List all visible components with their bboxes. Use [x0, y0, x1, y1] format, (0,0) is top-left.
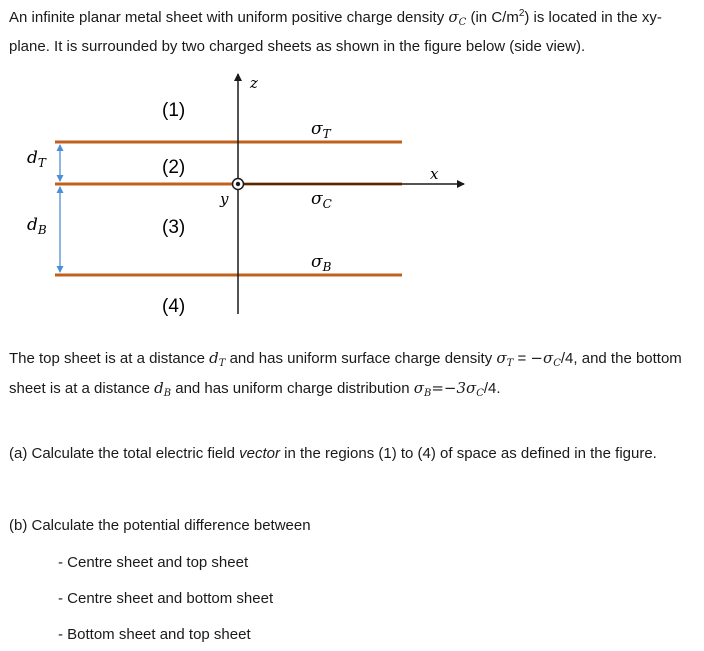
sigma-center-label: $\sigma_C$: [311, 189, 332, 211]
d-t-symbol: $d_T$: [209, 349, 226, 369]
intro-paragraph: [9, 2, 699, 59]
y-axis-dot-icon: [236, 182, 240, 186]
intro-text-3: ) is located in the xy-plane. It is surrounded by two charged sheets as shown in the figure below (side view).: [9, 9, 662, 55]
part-b-item-2: - Centre sheet and bottom sheet: [58, 590, 274, 607]
sigma-b-symbol: $\sigma_B$: [413, 379, 432, 399]
region-3-label: (3): [162, 217, 186, 238]
part-a-question: (a) Calculate the total electric field vector in the regions (1) to (4) of space as defined in the figure.: [9, 445, 657, 462]
d-b-symbol: $d_B$: [154, 379, 172, 399]
y-axis-label: y: [220, 190, 229, 208]
emphasis-vector: vector: [239, 445, 280, 462]
sigma-t-value: $-\sigma_C$: [530, 349, 561, 369]
intro-text-2: (in C/m: [466, 9, 519, 26]
region-4-label: (4): [162, 296, 186, 317]
part-b-item-3: - Bottom sheet and top sheet: [58, 626, 251, 643]
charged-sheets-figure: [0, 62, 704, 332]
sigma-t-symbol: $\sigma_T$: [496, 349, 514, 369]
part-b-item-1: - Centre sheet and top sheet: [58, 554, 249, 571]
x-axis-label: x: [430, 165, 439, 183]
sigma-c-symbol: $\sigma_C$: [448, 8, 467, 28]
region-2-label: (2): [162, 157, 186, 178]
description-paragraph: The top sheet is at a distance $d_T$ and has uniform surface charge density $\sigma_T = -\sigma_C/4$, and the bottom sheet is at a distance $d_B$ and has uniform charge distribution $\sigma_B=-3\sigma_C/4$.: [9, 349, 682, 399]
sigma-top-label: $\sigma_T$: [311, 119, 331, 141]
d-bottom-label: $d_B$: [27, 215, 47, 237]
d-top-label: $d_T$: [27, 148, 46, 170]
sigma-bottom-label: $\sigma_B$: [311, 252, 332, 274]
intro-superscript: 2: [518, 8, 525, 19]
intro-text-1: An infinite planar metal sheet with uniform positive charge density: [9, 9, 449, 26]
region-1-label: (1): [162, 100, 186, 121]
part-b-title: (b) Calculate the potential difference between: [9, 517, 311, 534]
z-axis-label: z: [250, 74, 258, 92]
sigma-b-value: $=-3\sigma_C$: [431, 379, 484, 399]
